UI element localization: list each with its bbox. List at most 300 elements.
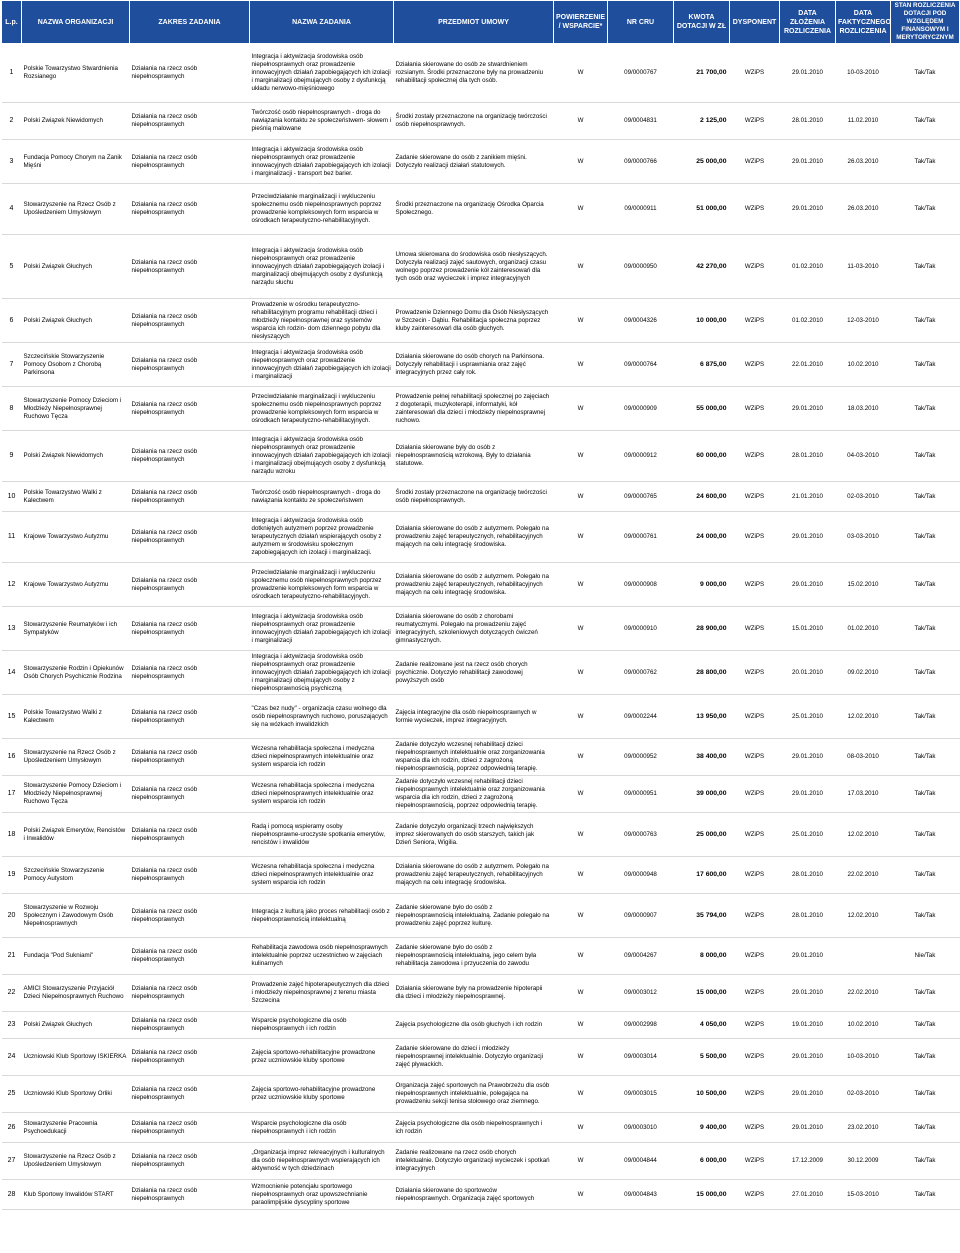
cell-zakres: Działania na rzecz osób niepełnosprawnych bbox=[131, 620, 198, 636]
cell-stan: Tak/Tak bbox=[914, 157, 936, 165]
cell-dysponent: WZiPS bbox=[744, 360, 765, 368]
table-row bbox=[2, 813, 960, 857]
cell-powierzenie: W bbox=[577, 316, 584, 324]
cell-stan: Tak/Tak bbox=[914, 1123, 936, 1131]
cell-lp: 22 bbox=[7, 989, 16, 996]
cell-data-faktyczna: 12.02.2010 bbox=[847, 830, 879, 838]
cell-data-faktyczna: 15-03-2010 bbox=[847, 1190, 879, 1198]
cell-org: Polski Związek Głuchych bbox=[23, 262, 92, 270]
cell-stan: Tak/Tak bbox=[914, 1157, 936, 1164]
cell-dysponent: WZiPS bbox=[744, 1090, 765, 1097]
cell-org: Polski Związek Niewidomych bbox=[23, 452, 103, 459]
cell-data-zlozenia: 01.02.2010 bbox=[792, 262, 823, 270]
header-data-zlozenia: DATA ZŁOŻENIA ROZLICZENIA bbox=[780, 1, 836, 44]
cell-nr-cru: 09/0000766 bbox=[624, 157, 657, 165]
cell-lp: 7 bbox=[9, 360, 14, 368]
cell-dysponent: WZiPS bbox=[744, 492, 765, 500]
cell-nazwa: Zajęcia sportowo-rehabilitacyjne prowadzone przez uczniowskie kluby sportowe bbox=[251, 1049, 376, 1064]
cell-powierzenie: W bbox=[577, 1190, 584, 1198]
cell-przedmiot: Środki zostały przeznaczone na organizację twórczości osób niepełnosprawnych. bbox=[395, 488, 547, 504]
cell-nr-cru: 09/0004326 bbox=[624, 316, 657, 324]
cell-stan: Tak/Tak bbox=[914, 262, 936, 270]
cell-zakres: Działania na rzecz osób niepełnosprawnych bbox=[131, 201, 198, 216]
cell-dysponent: WZiPS bbox=[744, 712, 765, 720]
cell-nr-cru: 09/0000948 bbox=[624, 871, 657, 878]
table-row bbox=[2, 938, 960, 975]
cell-przedmiot: Działania skierowane do osób z chorobami reumatycznymi. Polegało na prowadzeniu zajęć integracyjnych, szkoleniowych dotyczących ćwiczeń gimnastycznych. bbox=[395, 612, 538, 644]
dotacje-table bbox=[1, 0, 960, 1210]
cell-przedmiot: Zajęcia integracyjne dla osób niepełnosprawnych w formie wycieczek, imprez integracyjnych. bbox=[395, 708, 537, 724]
table-row bbox=[2, 184, 960, 235]
cell-zakres: Działania na rzecz osób niepełnosprawnych bbox=[131, 664, 198, 680]
cell-przedmiot: Prowadzenie Dziennego Domu dla Osób Niesłyszących w Szczecin - Dąbiu. Rehabilitacja społeczna poprzez kluby zainteresowań dla osób głuchych. bbox=[395, 308, 549, 332]
cell-data-faktyczna: 03-03-2010 bbox=[847, 533, 879, 540]
cell-zakres: Działania na rzecz osób niepełnosprawnych bbox=[131, 826, 198, 842]
cell-lp: 17 bbox=[7, 790, 16, 797]
cell-lp: 25 bbox=[7, 1090, 16, 1097]
cell-org: Stowarzyszenie w Rozwoju Społecznym i Zawodowym Osób Niepełnosprawnych bbox=[23, 903, 114, 927]
cell-nr-cru: 09/0000767 bbox=[624, 69, 657, 76]
cell-stan: Tak/Tak bbox=[914, 205, 936, 212]
cell-stan: Tak/Tak bbox=[914, 533, 936, 540]
cell-data-zlozenia: 29.01.2010 bbox=[792, 952, 823, 959]
cell-stan: Tak/Tak bbox=[914, 624, 936, 632]
cell-kwota: 15 000,00 bbox=[696, 989, 727, 996]
cell-lp: 20 bbox=[7, 911, 16, 919]
cell-kwota: 6 000,00 bbox=[700, 1157, 727, 1164]
cell-lp: 1 bbox=[9, 69, 14, 76]
cell-zakres: Działania na rzecz osób niepełnosprawnych bbox=[131, 1049, 198, 1064]
cell-data-faktyczna: 26.03.2010 bbox=[847, 157, 879, 165]
cell-dysponent: WZiPS bbox=[744, 404, 765, 412]
cell-org: Polski Związek Głuchych bbox=[23, 316, 92, 324]
cell-powierzenie: W bbox=[577, 262, 584, 270]
cell-data-zlozenia: 29.01.2010 bbox=[792, 1053, 823, 1060]
cell-org: Fundacja "Pod Sukniami" bbox=[23, 952, 94, 959]
cell-data-faktyczna: 01.02.2010 bbox=[847, 624, 879, 632]
cell-nr-cru: 09/0000765 bbox=[624, 492, 657, 500]
table-row bbox=[2, 44, 960, 103]
cell-data-zlozenia: 29.01.2010 bbox=[792, 69, 823, 76]
cell-nr-cru: 09/0000908 bbox=[624, 580, 657, 588]
header-org: NAZWA ORGANIZACJI bbox=[22, 1, 130, 44]
cell-stan: Tak/Tak bbox=[914, 316, 936, 324]
cell-data-zlozenia: 29.01.2010 bbox=[792, 404, 823, 412]
cell-nr-cru: 09/0000952 bbox=[624, 753, 657, 760]
table-row bbox=[2, 512, 960, 563]
cell-nr-cru: 09/0000909 bbox=[624, 404, 657, 412]
cell-powierzenie: W bbox=[577, 871, 584, 878]
cell-dysponent: WZiPS bbox=[744, 117, 765, 124]
cell-stan: Tak/Tak bbox=[914, 712, 936, 720]
cell-data-faktyczna: 23.02.2010 bbox=[847, 1123, 879, 1131]
cell-nazwa: Rehabilitacja zawodowa osób niepełnosprawnych intelektualnie poprzez uczestnictwo w zajęciach kulinarnych bbox=[251, 944, 388, 967]
cell-data-faktyczna: 15.02.2010 bbox=[847, 580, 879, 588]
cell-data-faktyczna: 11-03-2010 bbox=[847, 262, 879, 270]
table-row bbox=[2, 563, 960, 607]
cell-org: Uczniowski Klub Sportowy Orliki bbox=[23, 1090, 112, 1097]
cell-data-faktyczna: 30.12.2009 bbox=[847, 1157, 879, 1164]
cell-stan: Tak/Tak bbox=[914, 871, 936, 878]
cell-kwota: 28 800,00 bbox=[696, 668, 727, 676]
cell-stan: Tak/Tak bbox=[914, 69, 936, 76]
cell-lp: 6 bbox=[9, 316, 14, 324]
cell-dysponent: WZiPS bbox=[744, 580, 765, 588]
cell-dysponent: WZiPS bbox=[744, 1021, 765, 1028]
cell-lp: 18 bbox=[7, 830, 16, 838]
cell-data-zlozenia: 29.01.2010 bbox=[792, 205, 823, 212]
cell-powierzenie: W bbox=[577, 830, 584, 838]
cell-przedmiot: Zadanie dotyczyło wczesnej rehabilitacji dzieci niepełnosprawnych intelektualnie oraz zorganizowania wsparcia dla ich rodzin, dzieci z zagrożoną niepełnosprawnością, poprzez odpowiednią terapię. bbox=[395, 741, 545, 772]
cell-kwota: 55 000,00 bbox=[696, 404, 727, 412]
cell-przedmiot: Zadanie realizowane jest na rzecz osób chorych psychicznie. Dotyczyło rehabilitacji zawodowej powyższych osób bbox=[395, 660, 528, 684]
cell-data-zlozenia: 28.01.2010 bbox=[792, 117, 823, 124]
cell-lp: 24 bbox=[7, 1053, 16, 1060]
cell-nazwa: Twórczość osób niepełnosprawnych - droga do nawiązania kontaktu ze społeczeństwem- słowem i pieśnią malowane bbox=[251, 109, 392, 132]
table-row bbox=[2, 1143, 960, 1180]
cell-kwota: 24 000,00 bbox=[696, 533, 727, 540]
table-row bbox=[2, 299, 960, 343]
cell-stan: Tak/Tak bbox=[914, 1090, 936, 1097]
header-kwota: KWOTA DOTACJI W ZŁ bbox=[674, 1, 730, 44]
cell-przedmiot: Działania skierowane do sportowców niepełnosprawnych. Organizacja zajęć sportowych bbox=[395, 1186, 535, 1202]
cell-nr-cru: 09/0000907 bbox=[624, 911, 657, 919]
cell-data-zlozenia: 21.01.2010 bbox=[792, 492, 823, 500]
cell-stan: Tak/Tak bbox=[914, 117, 936, 124]
cell-lp: 28 bbox=[7, 1190, 16, 1198]
cell-org: Polskie Towarzystwo Walki z Kalectwem bbox=[23, 488, 102, 504]
cell-powierzenie: W bbox=[577, 404, 584, 412]
cell-przedmiot: Środki przeznaczone na organizację Ośrodka Oparcia Społecznego. bbox=[395, 201, 544, 216]
cell-powierzenie: W bbox=[577, 360, 584, 368]
cell-lp: 15 bbox=[7, 712, 16, 720]
cell-zakres: Działania na rzecz osób niepełnosprawnych bbox=[131, 1017, 198, 1032]
cell-zakres: Działania na rzecz osób niepełnosprawnych bbox=[131, 1119, 198, 1135]
table-body bbox=[2, 44, 960, 1210]
cell-powierzenie: W bbox=[577, 157, 584, 165]
cell-nr-cru: 09/0003015 bbox=[624, 1090, 657, 1097]
table-row bbox=[2, 431, 960, 482]
cell-zakres: Działania na rzecz osób niepełnosprawnych bbox=[131, 529, 198, 544]
header-przedmiot: PRZEDMIOT UMOWY bbox=[394, 1, 554, 44]
cell-zakres: Działania na rzecz osób niepełnosprawnych bbox=[131, 488, 198, 504]
cell-org: Stowarzyszenie Pracownia Psychoedukacji bbox=[23, 1119, 98, 1135]
cell-dysponent: WZiPS bbox=[744, 205, 765, 212]
cell-powierzenie: W bbox=[577, 1123, 584, 1131]
cell-stan: Tak/Tak bbox=[914, 989, 936, 996]
table-row bbox=[2, 1076, 960, 1113]
cell-przedmiot: Zajęcia psychologiczne dla osób głuchych i ich rodzin bbox=[395, 1021, 543, 1028]
cell-data-zlozenia: 01.02.2010 bbox=[792, 316, 823, 324]
cell-powierzenie: W bbox=[577, 911, 584, 919]
cell-powierzenie: W bbox=[577, 952, 584, 959]
cell-kwota: 60 000,00 bbox=[696, 452, 727, 459]
cell-org: Polski Związek Niewidomych bbox=[23, 117, 103, 124]
cell-dysponent: WZiPS bbox=[744, 952, 765, 959]
cell-nr-cru: 09/0002244 bbox=[624, 712, 657, 720]
cell-stan: Tak/Tak bbox=[914, 360, 936, 368]
cell-data-zlozenia: 29.01.2010 bbox=[792, 753, 823, 760]
cell-lp: 2 bbox=[9, 117, 14, 124]
cell-org: Szczecińskie Stowarzyszenie Pomocy Autystom bbox=[23, 867, 105, 882]
cell-dysponent: WZiPS bbox=[744, 262, 765, 270]
cell-data-zlozenia: 27.01.2010 bbox=[792, 1190, 823, 1198]
cell-org: Klub Sportowy Inwalidów START bbox=[23, 1190, 114, 1198]
cell-przedmiot: Zadanie skierowane do dzieci i młodzieży niepełnosprawnej intelektualnie. Dotyczyło organizacji zajęć pływackich. bbox=[395, 1045, 544, 1068]
cell-org: Krajowe Towarzystwo Autyzmu bbox=[23, 580, 109, 588]
cell-nazwa: Integracja i aktywizacja środowiska osób niepełnosprawnych oraz prowadzenie innowacyjnych działań zapobiegających izolacji i marginalizacji obejmujących osoby z dysfunkcją narządu słuchu bbox=[251, 246, 385, 286]
cell-nr-cru: 09/0000910 bbox=[624, 624, 657, 632]
cell-kwota: 28 900,00 bbox=[696, 624, 727, 632]
cell-zakres: Działania na rzecz osób niepełnosprawnych bbox=[131, 153, 198, 169]
cell-data-zlozenia: 20.01.2010 bbox=[792, 668, 823, 676]
cell-stan: Nie/Tak bbox=[914, 952, 936, 959]
cell-dysponent: WZiPS bbox=[744, 1123, 765, 1131]
cell-org: Stowarzyszenie na Rzecz Osób z Upośledzeniem Umysłowym bbox=[23, 1153, 116, 1168]
cell-nr-cru: 09/0000911 bbox=[624, 205, 657, 212]
cell-zakres: Działania na rzecz osób niepełnosprawnych bbox=[131, 1153, 198, 1168]
cell-kwota: 5 500,00 bbox=[700, 1053, 727, 1060]
cell-stan: Tak/Tak bbox=[914, 790, 936, 797]
cell-nr-cru: 09/0003014 bbox=[624, 1053, 657, 1060]
cell-lp: 14 bbox=[7, 668, 16, 676]
cell-stan: Tak/Tak bbox=[914, 1021, 936, 1028]
cell-kwota: 42 270,00 bbox=[696, 262, 727, 270]
cell-zakres: Działania na rzecz osób niepełnosprawnych bbox=[131, 708, 198, 724]
cell-zakres: Działania na rzecz osób niepełnosprawnych bbox=[131, 1086, 198, 1101]
cell-org: AMICI Stowarzyszenie Przyjaciół Dzieci Niepełnosprawnych Ruchowo bbox=[23, 985, 124, 1000]
cell-stan: Tak/Tak bbox=[914, 404, 936, 412]
cell-dysponent: WZiPS bbox=[744, 753, 765, 760]
cell-org: Stowarzyszenie Pomocy Dzieciom i Młodzieży Niepełnosprawnej Ruchowo Tęcza bbox=[23, 396, 122, 420]
cell-przedmiot: Zadanie skierowane było do osób z niepełnosprawnością intelektualną. Zadanie polegało na prowadzeniu zajęć poprzez kulturę. bbox=[395, 903, 550, 927]
cell-data-zlozenia: 28.01.2010 bbox=[792, 911, 823, 919]
cell-data-zlozenia: 29.01.2010 bbox=[792, 1090, 823, 1097]
cell-dysponent: WZiPS bbox=[744, 533, 765, 540]
cell-nr-cru: 09/0003012 bbox=[624, 989, 657, 996]
cell-powierzenie: W bbox=[577, 533, 584, 540]
table-row bbox=[2, 975, 960, 1012]
cell-data-zlozenia: 17.12.2009 bbox=[792, 1157, 823, 1164]
cell-powierzenie: W bbox=[577, 492, 584, 500]
cell-nazwa: Wczesna rehabilitacja społeczna i medyczna dzieci niepełnosprawnych intelektualnie oraz system wsparcia ich rodzin bbox=[251, 745, 375, 768]
cell-dysponent: WZiPS bbox=[744, 452, 765, 459]
cell-powierzenie: W bbox=[577, 69, 584, 76]
cell-org: Fundacja Pomocy Chorym na Zanik Mięśni bbox=[23, 153, 122, 169]
cell-nr-cru: 09/0000951 bbox=[624, 790, 657, 797]
cell-data-zlozenia: 29.01.2010 bbox=[792, 989, 823, 996]
cell-zakres: Działania na rzecz osób niepełnosprawnych bbox=[131, 907, 198, 923]
cell-dysponent: WZiPS bbox=[744, 624, 765, 632]
header-nazwa: NAZWA ZADANIA bbox=[250, 1, 394, 44]
cell-nazwa: Integracja i aktywizacja środowiska osób niepełnosprawnych oraz prowadzenie innowacyjnych działań zapobiegających ich izolacji i marginalizacji obejmujących osoby z niepełnosprawnością psychiczną bbox=[251, 652, 391, 692]
cell-nazwa: „Organizacja imprez rekreacyjnych i kulturalnych dla osób niepełnosprawnych wspierających ich aktywność w tych dziedzinach bbox=[251, 1149, 385, 1172]
cell-przedmiot: Zajęcia psychologiczne dla osób niepełnosprawnych i ich rodzin bbox=[395, 1119, 543, 1135]
cell-zakres: Działania na rzecz osób niepełnosprawnych bbox=[131, 65, 198, 80]
cell-zakres: Działania na rzecz osób niepełnosprawnych bbox=[131, 576, 198, 592]
cell-przedmiot: Działania skierowane do osób z autyzmem. Polegało na prowadzeniu zajęć terapeutycznych, rehabilitacyjnych mających na celu integrację środowiska. bbox=[395, 863, 549, 886]
cell-kwota: 24 600,00 bbox=[696, 492, 727, 500]
cell-nazwa: Integracja i aktywizacja środowiska osób niepełnosprawnych oraz prowadzenie innowacyjnych działań zapobiegających ich izolacji i marginalizacji obejmujących osoby z dysfunkcją układu nerwowo-mięśniowego bbox=[251, 53, 391, 92]
cell-przedmiot: Działania skierowane do osób z autyzmem. Polegało na prowadzeniu zajęć terapeutycznych, rehabilitacyjnych mających na celu integrację środowiska. bbox=[395, 572, 549, 596]
cell-nazwa: Zajęcia sportowo-rehabilitacyjne prowadzone przez uczniowskie kluby sportowe bbox=[251, 1086, 376, 1101]
table-row bbox=[2, 857, 960, 894]
cell-data-faktyczna: 10-03-2010 bbox=[847, 69, 879, 76]
cell-data-zlozenia: 25.01.2010 bbox=[792, 830, 823, 838]
cell-data-zlozenia: 29.01.2010 bbox=[792, 580, 823, 588]
cell-data-zlozenia: 15.01.2010 bbox=[792, 624, 823, 632]
cell-lp: 10 bbox=[7, 492, 16, 500]
cell-kwota: 15 000,00 bbox=[696, 1190, 727, 1198]
cell-przedmiot: Zadanie skierowane do osób z zanikiem mięśni. Dotyczyło realizacji działań statutowych. bbox=[395, 153, 527, 169]
table-row bbox=[2, 140, 960, 184]
cell-nazwa: Integracja i aktywizacja środowiska osób niepełnosprawnych oraz prowadzenie innowacyjnych działań zapobiegających ich izolacji i marginalizacji - transport bez barier. bbox=[251, 145, 391, 177]
cell-stan: Tak/Tak bbox=[914, 492, 936, 500]
cell-lp: 21 bbox=[7, 952, 16, 959]
cell-org: Polskie Towarzystwo Stwardnienia Rozsianego bbox=[23, 65, 118, 80]
cell-nazwa: Wczesna rehabilitacja społeczna i medyczna dzieci niepełnosprawnych intelektualnie oraz system wsparcia ich rodzin bbox=[251, 863, 375, 886]
cell-kwota: 25 000,00 bbox=[696, 830, 727, 838]
cell-stan: Tak/Tak bbox=[914, 911, 936, 919]
cell-data-faktyczna: 22.02.2010 bbox=[847, 871, 879, 878]
table-row bbox=[2, 1180, 960, 1210]
table-row bbox=[2, 894, 960, 938]
cell-lp: 8 bbox=[9, 404, 14, 412]
table-row bbox=[2, 776, 960, 813]
cell-zakres: Działania na rzecz osób niepełnosprawnych bbox=[131, 1186, 198, 1202]
cell-lp: 5 bbox=[9, 262, 14, 270]
cell-powierzenie: W bbox=[577, 1021, 584, 1028]
header-powierzenie: POWIERZENIE / WSPARCIE* bbox=[554, 1, 608, 44]
cell-org: Krajowe Towarzystwo Autyzmu bbox=[23, 533, 109, 540]
cell-nazwa: Wsparcie psychologiczne dla osób niepełnosprawnych i ich rodzin bbox=[251, 1119, 347, 1135]
cell-lp: 9 bbox=[9, 452, 14, 459]
cell-kwota: 9 400,00 bbox=[700, 1123, 727, 1131]
cell-przedmiot: Zadanie realizowane na rzecz osób chorych intelektualnie. Dotyczyło organizacji wycieczek i spotkań integracyjnych bbox=[395, 1149, 550, 1172]
cell-org: Stowarzyszenie Reumatyków i ich Sympatyków bbox=[23, 620, 118, 636]
cell-data-faktyczna bbox=[836, 938, 891, 975]
cell-data-faktyczna: 18.03.2010 bbox=[847, 404, 879, 412]
cell-powierzenie: W bbox=[577, 1157, 584, 1164]
cell-kwota: 4 050,00 bbox=[700, 1021, 727, 1028]
cell-zakres: Działania na rzecz osób niepełnosprawnych bbox=[131, 867, 198, 882]
cell-kwota: 10 500,00 bbox=[696, 1090, 727, 1097]
header-dysponent: DYSPONENT bbox=[730, 1, 780, 44]
cell-przedmiot: Zadanie dotyczyło wczesnej rehabilitacji dzieci niepełnosprawnych intelektualnie oraz zorganizowania wsparcia dla ich rodzin, dzieci z zagrożoną niepełnosprawnością, poprzez odpowiednią terapię. bbox=[395, 778, 545, 809]
cell-kwota: 25 000,00 bbox=[696, 157, 727, 165]
cell-dysponent: WZiPS bbox=[744, 1157, 765, 1164]
cell-org: Polski Związek Emerytów, Rencistów i Inwalidów bbox=[23, 826, 126, 842]
cell-kwota: 35 794,00 bbox=[696, 911, 727, 919]
cell-nazwa: Wczesna rehabilitacja społeczna i medyczna dzieci niepełnosprawnych intelektualnie oraz system wsparcia ich rodzin bbox=[251, 782, 375, 805]
cell-data-faktyczna: 17.03.2010 bbox=[847, 790, 879, 797]
cell-przedmiot: Organizacja zajęć sportowych na Prawobrzeżu dla osób niepełnosprawnych intelektualnie, polegająca na prowadzeniu sekcji tenisa stołowego oraz ziemnego. bbox=[395, 1082, 550, 1105]
cell-powierzenie: W bbox=[577, 1053, 584, 1060]
cell-data-zlozenia: 29.01.2010 bbox=[792, 1123, 823, 1131]
cell-stan: Tak/Tak bbox=[914, 452, 936, 459]
table-row bbox=[2, 695, 960, 739]
cell-nazwa: Integracja i aktywizacja środowiska osób niepełnosprawnych oraz prowadzenie innowacyjnych działań zapobiegających ich izolacji i marginalizacji bbox=[251, 612, 391, 644]
cell-data-faktyczna: 22.02.2010 bbox=[847, 989, 879, 996]
cell-nr-cru: 09/0004843 bbox=[624, 1190, 657, 1198]
cell-lp: 4 bbox=[9, 205, 14, 212]
cell-data-zlozenia: 29.01.2010 bbox=[792, 157, 823, 165]
header-zakres: ZAKRES ZADANIA bbox=[130, 1, 250, 44]
cell-kwota: 9 000,00 bbox=[700, 580, 727, 588]
cell-zakres: Działania na rzecz osób niepełnosprawnych bbox=[131, 258, 198, 274]
cell-dysponent: WZiPS bbox=[744, 1190, 765, 1198]
cell-kwota: 8 000,00 bbox=[700, 952, 727, 959]
cell-kwota: 13 950,00 bbox=[696, 712, 727, 720]
cell-lp: 23 bbox=[7, 1021, 16, 1028]
cell-kwota: 51 000,00 bbox=[696, 205, 727, 212]
cell-lp: 26 bbox=[7, 1123, 16, 1131]
table-row bbox=[2, 739, 960, 776]
table-row bbox=[2, 387, 960, 431]
cell-data-faktyczna: 11.02.2010 bbox=[847, 117, 879, 124]
cell-lp: 12 bbox=[7, 580, 16, 588]
cell-powierzenie: W bbox=[577, 790, 584, 797]
cell-przedmiot: Prowadzenie pełnej rehabilitacji społecznej po zajęciach z dogoterapii, muzykoterapii, informatyki, kół zainteresowań dla dzieci i młodzieży niepełnosprawnej ruchowo. bbox=[395, 392, 550, 424]
cell-kwota: 21 700,00 bbox=[696, 69, 727, 76]
cell-powierzenie: W bbox=[577, 452, 584, 459]
header-data-faktyczna: DATA FAKTYCZNEGO ROZLICZENIA bbox=[836, 1, 891, 44]
cell-nazwa: Prowadzenie w ośrodku terapeutyczno-rehabilitacyjnym programu rehabilitacji dzieci i młodzieży niepełnosprawnej oraz systemów wsparcia ich rodzin- dom dziennego pobytu dla niesłyszących bbox=[251, 300, 381, 340]
cell-kwota: 17 600,00 bbox=[696, 871, 727, 878]
cell-zakres: Działania na rzecz osób niepełnosprawnych bbox=[131, 448, 198, 463]
cell-data-faktyczna: 12.02.2010 bbox=[847, 911, 879, 919]
cell-lp: 19 bbox=[7, 871, 16, 878]
cell-nazwa: Integracja i aktywizacja środowiska osób dotkniętych autyzmem poprzez prowadzenie terapeutycznych działań wspierających osoby z autyzmem w środowisku społecznym zapobiegających ich izolacji i marginalizacji. bbox=[251, 517, 382, 556]
table-row bbox=[2, 607, 960, 651]
cell-data-zlozenia: 29.01.2010 bbox=[792, 790, 823, 797]
cell-nr-cru: 09/0003010 bbox=[624, 1123, 657, 1131]
cell-org: Stowarzyszenie na Rzecz Osób z Upośledzeniem Umysłowym bbox=[23, 201, 116, 216]
cell-stan: Tak/Tak bbox=[914, 1190, 936, 1198]
cell-data-faktyczna: 04-03-2010 bbox=[847, 452, 879, 459]
cell-data-zlozenia: 25.01.2010 bbox=[792, 712, 823, 720]
cell-stan: Tak/Tak bbox=[914, 668, 936, 676]
cell-nr-cru: 09/0000761 bbox=[624, 533, 657, 540]
cell-data-faktyczna: 10.02.2010 bbox=[847, 1021, 879, 1028]
table-row bbox=[2, 1039, 960, 1076]
cell-nazwa: Radą i pomocą wspieramy osoby niepełnosprawne-uroczyste spotkania emerytów, rencistów i inwalidów bbox=[251, 822, 385, 846]
cell-nazwa: "Czas bez nudy" - organizacja czasu wolnego dla osób niepełnosprawnych ruchowo, poruszających się na wózkach inwalidzkich bbox=[251, 704, 388, 728]
cell-lp: 27 bbox=[7, 1157, 16, 1164]
cell-kwota: 38 400,00 bbox=[696, 753, 727, 760]
cell-nr-cru: 09/0000950 bbox=[624, 262, 657, 270]
cell-nr-cru: 09/0004844 bbox=[624, 1157, 657, 1164]
cell-nr-cru: 09/0002998 bbox=[624, 1021, 657, 1028]
cell-powierzenie: W bbox=[577, 753, 584, 760]
cell-nr-cru: 09/0000764 bbox=[624, 360, 657, 368]
cell-kwota: 6 875,00 bbox=[700, 360, 727, 368]
cell-org: Uczniowski Klub Sportowy ISKIERKA bbox=[23, 1053, 127, 1060]
cell-dysponent: WZiPS bbox=[744, 871, 765, 878]
cell-data-zlozenia: 19.01.2010 bbox=[792, 1021, 823, 1028]
cell-dysponent: WZiPS bbox=[744, 69, 765, 76]
cell-nazwa: Przeciwdziałanie marginalizacji i wykluczeniu społecznemu osób niepełnosprawnych poprzez prowadzenie kompleksowych form wsparcia w ośrodkach terapeutyczno-rehabilitacyjnych. bbox=[251, 568, 382, 600]
cell-data-faktyczna: 10.02.2010 bbox=[847, 360, 879, 368]
cell-przedmiot: Środki zostały przeznaczone na organizację twórczości osób niepełnosprawnych. bbox=[395, 113, 547, 128]
cell-powierzenie: W bbox=[577, 1090, 584, 1097]
cell-dysponent: WZiPS bbox=[744, 790, 765, 797]
cell-dysponent: WZiPS bbox=[744, 911, 765, 919]
cell-przedmiot: Zadanie dotyczyło organizacji trzech największych imprez skierowanych do osób starszych, takich jak Dzień Seniora, Wigilia. bbox=[395, 822, 535, 846]
cell-przedmiot: Działania skierowane do osób z autyzmem. Polegało na prowadzeniu zajęć terapeutycznych, rehabilitacyjnych mających na celu integrację środowiska. bbox=[395, 525, 549, 548]
cell-data-faktyczna: 09.02.2010 bbox=[847, 668, 879, 676]
cell-nazwa: Integracja i aktywizacja środowiska osób niepełnosprawnych oraz prowadzenie innowacyjnych działań zapobiegających ich izolacji i marginalizacji bbox=[251, 348, 391, 380]
